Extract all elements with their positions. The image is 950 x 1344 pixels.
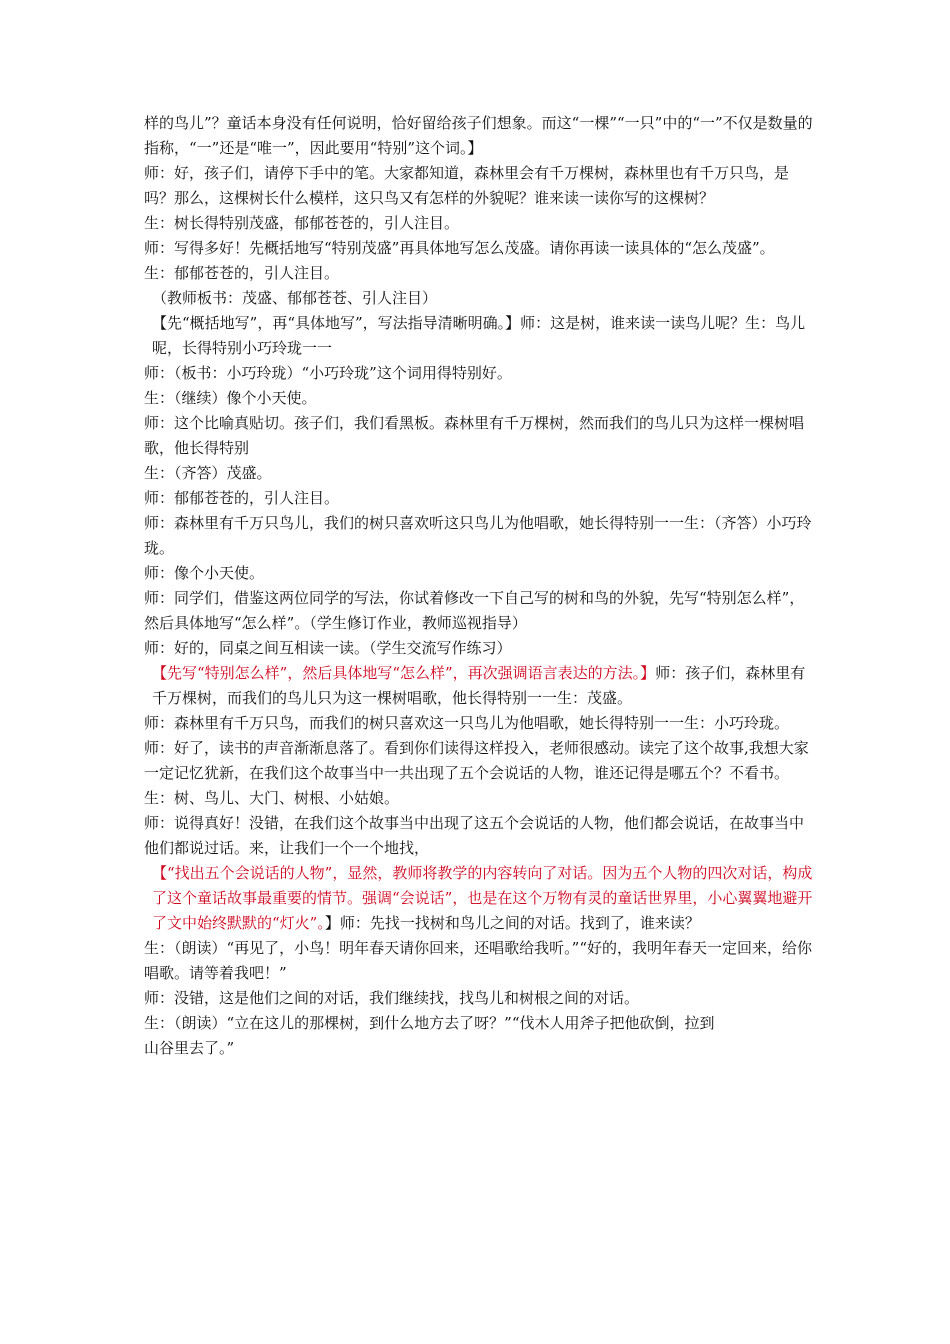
highlighted-commentary: 【先写“特别怎么样”，然后具体地写“怎么样”，再次强调语言表达的方法。】	[152, 664, 656, 682]
paragraph	[144, 161, 816, 211]
paragraph	[144, 636, 816, 661]
paragraph	[144, 711, 816, 736]
paragraph	[144, 486, 816, 511]
paragraph	[144, 811, 816, 861]
paragraph	[144, 511, 816, 561]
paragraph-text: 师：孩子们，森林里有千万棵树，而我们的鸟儿只为这一棵树唱歌，他长得特别一一生：茂盛。	[152, 664, 806, 707]
paragraph	[144, 386, 816, 411]
paragraph	[144, 561, 816, 586]
document-body	[144, 111, 816, 1061]
paragraph-text: 师：森林里有千万只鸟，而我们的树只喜欢这一只鸟儿为他唱歌，她长得特别一一生：小巧玲珑。	[144, 714, 790, 732]
paragraph	[144, 986, 816, 1011]
paragraph	[144, 936, 816, 986]
paragraph-text: 生：树、鸟儿、大门、树根、小姑娘。	[144, 789, 400, 807]
paragraph	[144, 261, 816, 286]
paragraph-text: 生：（继续）像个小天使。	[144, 389, 317, 407]
paragraph-text: 【先“概括地写”，再“具体地写”，写法指导清晰明确。】师：这是树，谁来读一读鸟儿呢？生：鸟儿呢，长得特别小巧玲珑一一	[152, 314, 806, 357]
paragraph-text: 师：写得多好！先概括地写“特别茂盛”再具体地写怎么茂盛。请你再读一读具体的“怎么茂盛”。	[144, 239, 775, 257]
paragraph-text: 山谷里去了。”	[144, 1039, 235, 1057]
paragraph	[144, 311, 816, 361]
paragraph-text: 】师：先找一找树和鸟儿之间的对话。找到了，谁来读？	[324, 914, 700, 932]
paragraph-text: 师：好的，同桌之间互相读一读。（学生交流写作练习）	[144, 639, 512, 657]
paragraph-text: 师：好了，读书的声音渐渐息落了。看到你们读得这样投入，老师很感动。读完了这个故事,我想大家一定记忆犹新，在我们这个故事当中一共出现了五个会说话的人物，谁还记得是哪五个？不看书。	[144, 739, 809, 782]
paragraph	[144, 211, 816, 236]
paragraph	[144, 736, 816, 786]
paragraph	[144, 1011, 816, 1036]
paragraph-text: 师：像个小天使。	[144, 564, 265, 582]
paragraph-text: 样的鸟儿”？童话本身没有任何说明，恰好留给孩子们想象。而这“一棵”“一只”中的“一”不仅是数量的指称，“一”还是“唯一”，因此要用“特别”这个词。】	[144, 114, 813, 157]
paragraph-text: 师：郁郁苍苍的，引人注目。	[144, 489, 340, 507]
paragraph-text: 生：（朗读）“立在这儿的那棵树，到什么地方去了呀？”“伐木人用斧子把他砍倒，拉到	[144, 1014, 715, 1032]
paragraph	[144, 286, 816, 311]
paragraph-text: 生：（齐答）茂盛。	[144, 464, 272, 482]
paragraph-text: 生：郁郁苍苍的，引人注目。	[144, 264, 340, 282]
paragraph-text: （教师板书：茂盛、郁郁苍苍、引人注目）	[152, 289, 438, 307]
paragraph	[144, 661, 816, 711]
paragraph	[144, 461, 816, 486]
paragraph-text: 生：树长得特别茂盛，郁郁苍苍的，引人注目。	[144, 214, 460, 232]
paragraph-text: 师：（板书：小巧玲珑）“小巧玲珑”这个词用得特别好。	[144, 364, 512, 382]
paragraph	[144, 861, 816, 936]
paragraph	[144, 111, 816, 161]
paragraph-text: 师：好，孩子们，请停下手中的笔。大家都知道，森林里会有千万棵树，森林里也有千万只鸟，是吗？那么，这棵树长什么模样，这只鸟又有怎样的外貌呢？谁来读一读你写的这棵树？	[144, 164, 790, 207]
paragraph	[144, 1036, 816, 1061]
paragraph-text: 师：森林里有千万只鸟儿，我们的树只喜欢听这只鸟儿为他唱歌，她长得特别一一生：（齐答）小巧玲珑。	[144, 514, 812, 557]
paragraph-text: 生：（朗读）“再见了，小鸟！明年春天请你回来，还唱歌给我听。”“好的，我明年春天一定回来，给你唱歌。请等着我吧！”	[144, 939, 813, 982]
paragraph-text: 师：同学们，借鉴这两位同学的写法，你试着修改一下自己写的树和鸟的外貌，先写“特别怎么样”，然后具体地写“怎么样”。（学生修订作业，教师巡视指导）	[144, 589, 805, 632]
highlighted-commentary: 【“找出五个会说话的人物”，显然，教师将教学的内容转向了对话。因为五个人物的四次对话，构成了这个童话故事最重要的情节。强调“会说话”，也是在这个万物有灵的童话世界里，小心翼翼地避开了文中始终默默的“灯火”。	[152, 864, 813, 932]
paragraph	[144, 361, 816, 386]
paragraph-text: 师：这个比喻真贴切。孩子们，我们看黑板。森林里有千万棵树，然而我们的鸟儿只为这样一棵树唱歌，他长得特别	[144, 414, 805, 457]
paragraph	[144, 236, 816, 261]
paragraph	[144, 786, 816, 811]
paragraph	[144, 586, 816, 636]
paragraph-text: 师：说得真好！没错，在我们这个故事当中出现了这五个会说话的人物，他们都会说话，在故事当中他们都说过话。来，让我们一个一个地找，	[144, 814, 805, 857]
paragraph	[144, 411, 816, 461]
paragraph-text: 师：没错，这是他们之间的对话，我们继续找，找鸟儿和树根之间的对话。	[144, 989, 640, 1007]
